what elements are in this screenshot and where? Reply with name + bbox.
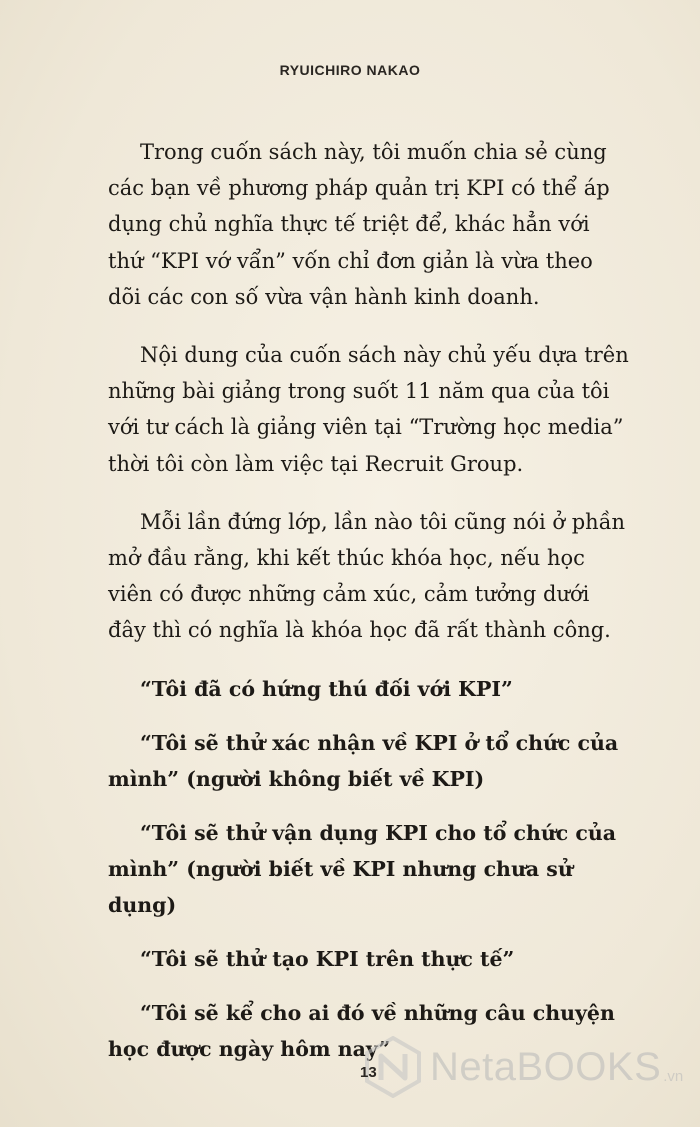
- watermark: [364, 1036, 683, 1098]
- paragraph-1: Trong cuốn sách này, tôi muốn chia sẻ cùng các bạn về phương pháp quản trị KPI có thể áp dụng chủ nghĩa thực tế triệt để, khác hẳn với thứ “KPI vớ vẩn” vốn chỉ đơn giản là vừa theo dõi các con số vừa vận hành kinh doanh.: [108, 140, 610, 309]
- quote-3: “Tôi sẽ thử vận dụng KPI cho tổ chức của mình” (người biết về KPI nhưng chưa sử dụng): [108, 820, 617, 917]
- paragraph-2: Nội dung của cuốn sách này chủ yếu dựa trên những bài giảng trong suốt 11 năm qua của tôi với tư cách là giảng viên tại “Trường học media” thời tôi còn làm việc tại Recruit Group.: [108, 343, 629, 476]
- running-head-author: RYUICHIRO NAKAO: [279, 62, 421, 78]
- quote-1: “Tôi đã có hứng thú đối với KPI”: [140, 676, 513, 701]
- watermark-brand: NetaBOOKS: [430, 1044, 662, 1089]
- quote-5: “Tôi sẽ kể cho ai đó về những câu chuyện học được ngày hôm nay”: [108, 1000, 615, 1061]
- body-text: [108, 134, 630, 1085]
- quote-2: “Tôi sẽ thử xác nhận về KPI ở tổ chức của mình” (người không biết về KPI): [108, 730, 619, 791]
- quote-4: “Tôi sẽ thử tạo KPI trên thực tế”: [140, 946, 515, 971]
- paragraph-3: Mỗi lần đứng lớp, lần nào tôi cũng nói ở phần mở đầu rằng, khi kết thúc khóa học, nếu học viên có được những cảm xúc, cảm tưởng dưới đây thì có nghĩa là khóa học đã rất thành công.: [108, 509, 626, 643]
- page-number: 13: [360, 1064, 377, 1081]
- watermark-suffix: .vn: [663, 1067, 684, 1085]
